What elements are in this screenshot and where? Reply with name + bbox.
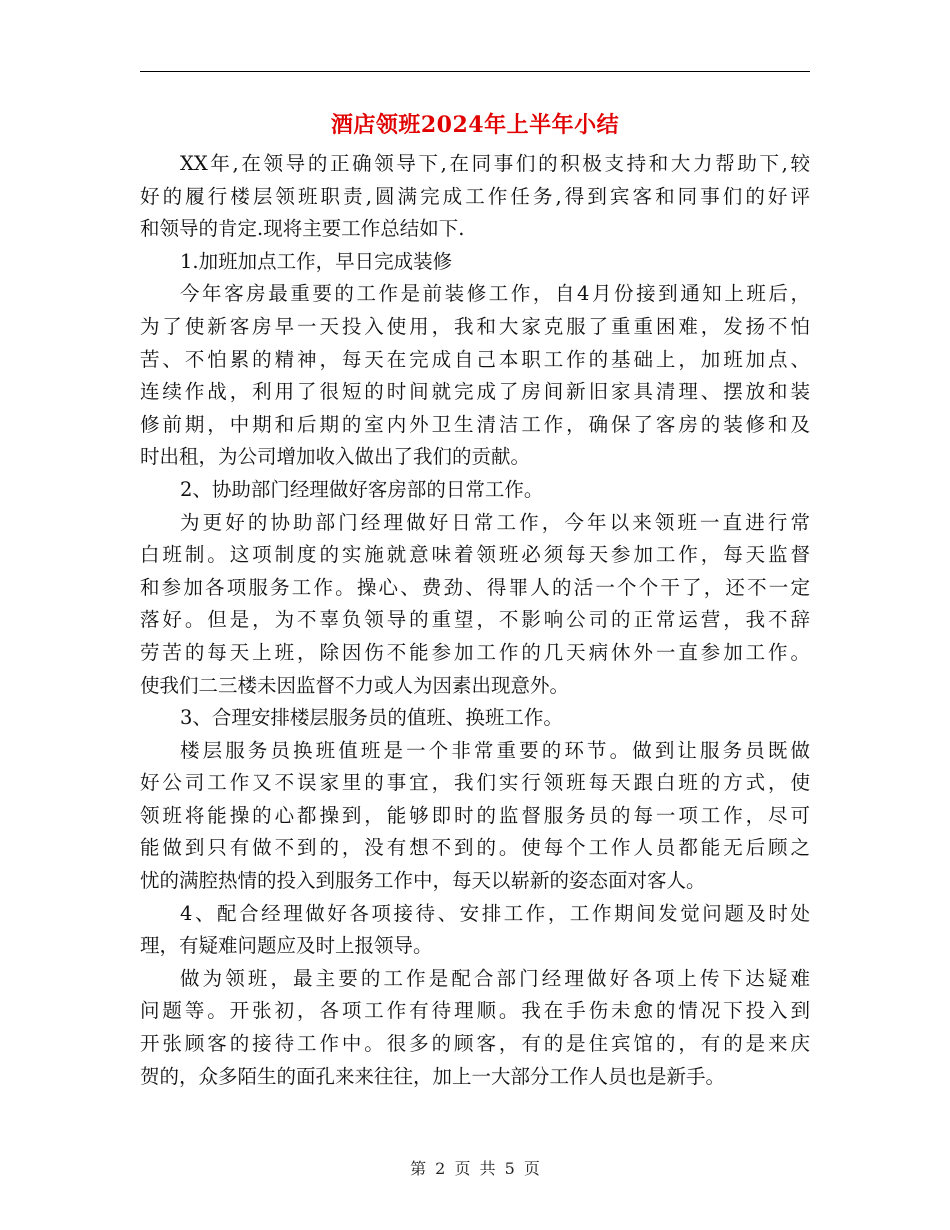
body-line: 1.加班加点工作，早日完成装修 xyxy=(180,249,453,273)
header-rule xyxy=(140,71,810,72)
body-line: 楼层服务员换班值班是一个非常重要的环节。做到让服务员既做 xyxy=(180,738,810,762)
body-line: 领班将能操的心都操到，能够即时的监督服务员的每一项工作，尽可 xyxy=(140,803,810,827)
body-line: 问题等。开张初，各项工作有待理顺。我在手伤未愈的情况下投入到 xyxy=(140,999,810,1023)
document-title: 酒店领班2024年上半年小结 xyxy=(330,112,620,138)
body-line: XX年,在领导的正确领导下,在同事们的积极支持和大力帮助下,较 xyxy=(180,152,810,175)
body-line: 时出租，为公司增加收入做出了我们的贡献。 xyxy=(140,445,531,469)
body-line: 白班制。这项制度的实施就意味着领班必须每天参加工作，每天监督 xyxy=(140,543,810,567)
body-line: 为更好的协助部门经理做好日常工作，今年以来领班一直进行常 xyxy=(180,510,810,534)
body-line: 2、协助部门经理做好客房部的日常工作。 xyxy=(180,477,544,501)
body-line: 4、配合经理做好各项接待、安排工作，工作期间发觉问题及时处 xyxy=(180,901,810,925)
body-line: 落好。但是，为不辜负领导的重望，不影响公司的正常运营，我不辞 xyxy=(140,608,810,632)
body-line: 修前期，中期和后期的室内外卫生清洁工作，确保了客房的装修和及 xyxy=(140,412,810,436)
body-line: 做为领班，最主要的工作是配合部门经理做好各项上传下达疑难 xyxy=(180,966,810,990)
body-line: 贺的，众多陌生的面孔来来往往，加上一大部分工作人员也是新手。 xyxy=(140,1064,726,1088)
body-line: 开张顾客的接待工作中。很多的顾客，有的是住宾馆的，有的是来庆 xyxy=(140,1032,810,1056)
body-line: 3、合理安排楼层服务员的值班、换班工作。 xyxy=(180,706,563,730)
body-line: 为了使新客房早一天投入使用，我和大家克服了重重困难，发扬不怕 xyxy=(140,314,810,338)
document-body xyxy=(140,148,810,1093)
body-line: 和参加各项服务工作。操心、费劲、得罪人的活一个个干了，还不一定 xyxy=(140,575,810,599)
body-line: 好的履行楼层领班职责,圆满完成工作任务,得到宾客和同事们的好评 xyxy=(140,184,810,208)
body-line: 和领导的肯定.现将主要工作总结如下. xyxy=(140,217,465,241)
body-line: 劳苦的每天上班，除因伤不能参加工作的几天病休外一直参加工作。 xyxy=(140,640,810,664)
page-number: 第 2 页 共 5 页 xyxy=(410,1159,540,1178)
body-line: 理，有疑难问题应及时上报领导。 xyxy=(140,934,433,958)
body-line: 今年客房最重要的工作是前装修工作，自4月份接到通知上班后， xyxy=(180,282,810,306)
body-line: 能做到只有做不到的，没有想不到的。使每个工作人员都能无后顾之 xyxy=(140,836,810,860)
body-line: 使我们二三楼未因监督不力或人为因素出现意外。 xyxy=(140,673,570,697)
body-line: 苦、不怕累的精神，每天在完成自己本职工作的基础上，加班加点、 xyxy=(140,347,810,371)
body-line: 连续作战，利用了很短的时间就完成了房间新旧家具清理、摆放和装 xyxy=(140,380,810,404)
body-line: 好公司工作又不误家里的事宜，我们实行领班每天跟白班的方式，使 xyxy=(140,771,810,795)
body-line: 忧的满腔热情的投入到服务工作中，每天以崭新的姿态面对客人。 xyxy=(140,869,706,893)
